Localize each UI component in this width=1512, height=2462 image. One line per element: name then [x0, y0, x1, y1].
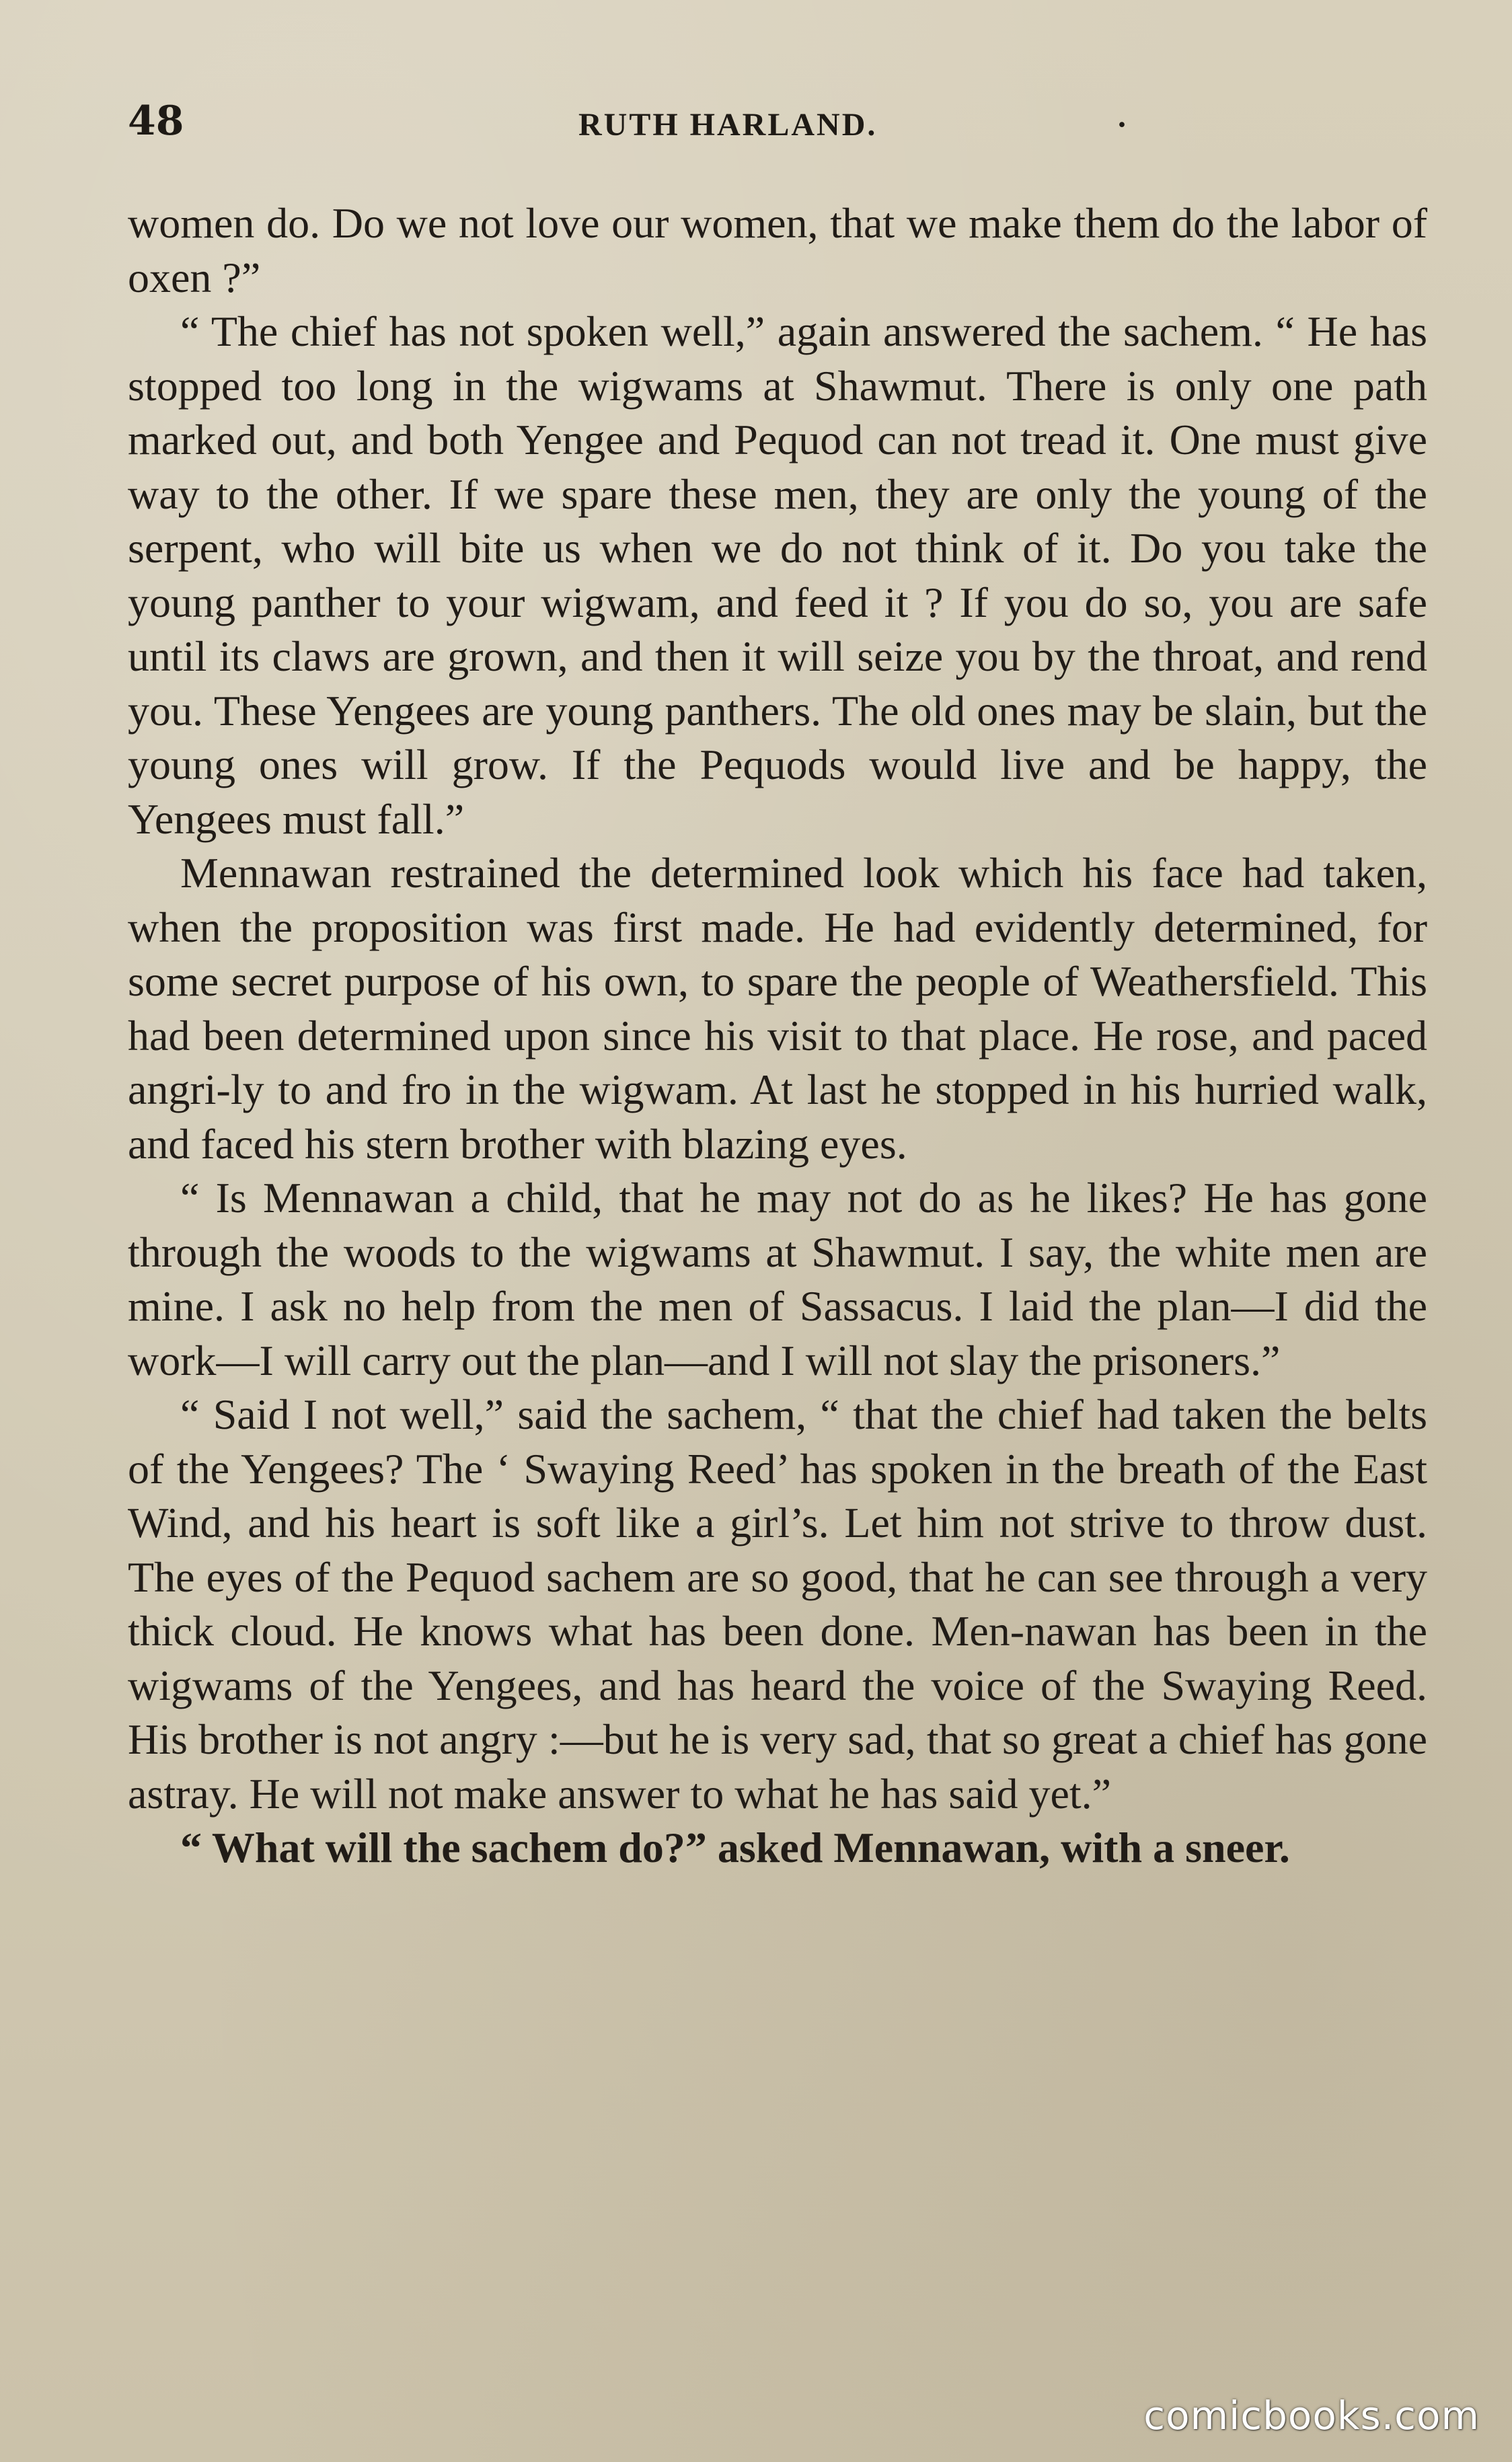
paragraph-3: Mennawan restrained the determined look which his face had taken, when the proposition was first made. He had evidently determined, for some secret purpose of his own, to spare the people of Weathersfield. This had been determined upon since his visit to that place. He rose, and paced angri-ly to and fro in the wigwam. At last he stopped in his hurried walk, and faced his stern brother with blazing eyes. [128, 849, 1427, 1168]
running-head-dot: · [1117, 107, 1128, 143]
running-head [128, 94, 1436, 148]
paragraph-6: “ What will the sachem do?” asked Mennawan, with a sneer. [180, 1824, 1290, 1871]
body-text [128, 196, 1427, 1875]
paragraph-4: “ Is Mennawan a child, that he may not do as he likes? He has gone through the woods to the wigwams at Shawmut. I say, the white men are mine. I ask no help from the men of Sassacus. I laid the plan—I did the work—I will carry out the plan—and I will not slay the prisoners.” [128, 1174, 1427, 1384]
paragraph-1: women do. Do we not love our women, that we make them do the labor of oxen ?” [128, 199, 1427, 301]
page-number: 48 [128, 98, 184, 145]
watermark: comicbooks.com [1143, 2393, 1480, 2438]
running-title: RUTH HARLAND. [578, 107, 878, 143]
paragraph-5: “ Said I not well,” said the sachem, “ that the chief had taken the belts of the Yengees? The ‘ Swaying Reed’ has spoken in the breath of the East Wind, and his heart is soft like a girl’s. Let him not strive to throw dust. The eyes of the Pequod sachem are so good, that he can see through a very thick cloud. He knows what has been done. Men-nawan has been in the wigwams of the Yengees, and has heard the voice of the Swaying Reed. His brother is not angry :—but he is very sad, that so great a chief has gone astray. He will not make answer to what he has said yet.” [128, 1390, 1427, 1818]
paragraph-2: “ The chief has not spoken well,” again answered the sachem. “ He has stopped too long in the wigwams at Shawmut. There is only one path marked out, and both Yengee and Pequod can not tread it. One must give way to the other. If we spare these men, they are only the young of the serpent, who will bite us when we do not think of it. Do you take the young panther to your wigwam, and feed it ? If you do so, you are safe until its claws are grown, and then it will seize you by the throat, and rend you. These Yengees are young panthers. The old ones may be slain, but the young ones will grow. If the Pequods would live and be happy, the Yengees must fall.” [128, 307, 1427, 843]
